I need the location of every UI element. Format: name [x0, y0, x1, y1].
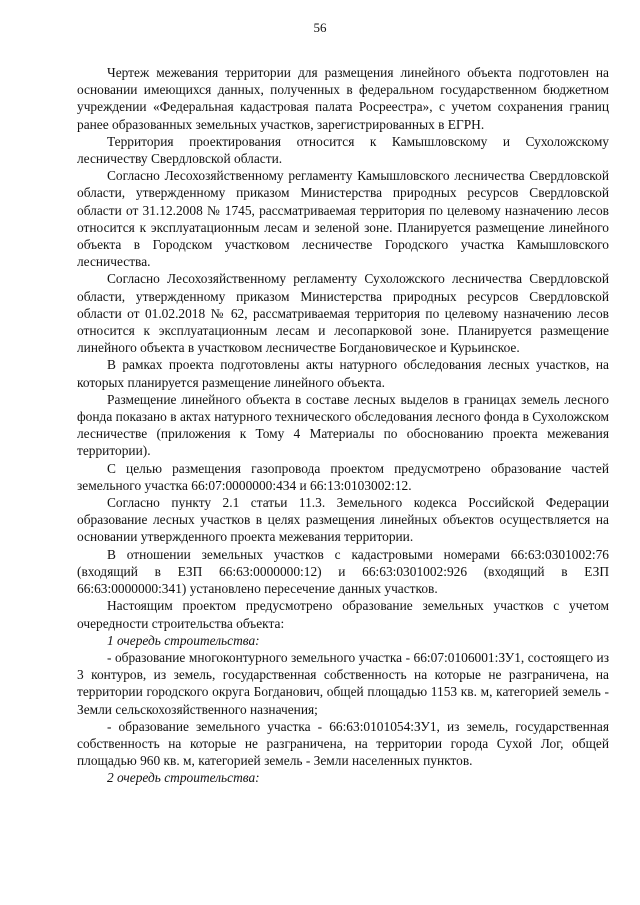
heading-stage-2: 2 очередь строительства: — [107, 770, 260, 786]
list-item-plot-bogdanovich: - образование многоконтурного земельного участка - 66:07:0106001:ЗУ1, состоящего из 3 контуров, из земель, государственная собственность на которые не разграничена, на территории городского округа Богданович, общей площадью 1153 кв. м, категорией земель - Земли сельскохозяйственного назначения; — [77, 649, 609, 717]
paragraph-land-code: Согласно пункту 2.1 статьи 11.3. Земельного кодекса Российской Федерации образование лесных участков в целях размещения линейных объектов осуществляется на основании утвержденного проекта межевания территории. — [77, 495, 609, 545]
document-body — [77, 64, 609, 787]
paragraph-forest-allotments: Размещение линейного объекта в составе лесных выделов в границах земель лесного фонда показано в актах натурного технического обследования лесного фонда в Сухоложском лесничестве (приложения к Тому 4 Материалы по обоснованию проекта межевания территории). — [77, 391, 609, 459]
paragraph-gas-pipeline-parts: С целью размещения газопровода проектом предусмотрено образование частей земельного участка 66:07:0000000:434 и 66:13:0103002:12. — [77, 460, 609, 493]
paragraph-cadastral-basis: Чертеж межевания территории для размещения линейного объекта подготовлен на основании имеющихся данных, полученных в федеральном государственном бюджетном учреждении «Федеральная кадастровая палата Росреестра», с учетом сохранения границ ранее образованных земельных участков, зарегистрированных в ЕГРН. — [77, 65, 609, 132]
paragraph-forestry-territory: Территория проектирования относится к Камышловскому и Сухоложскому лесничеству Свердловской области. — [77, 133, 609, 167]
heading-stage-1: 1 очередь строительства: — [107, 632, 260, 648]
page-number: 56 — [313, 20, 327, 35]
paragraph-formation-intro: Настоящим проектом предусмотрено образование земельных участков с учетом очередности строительства объекта: — [77, 598, 609, 631]
paragraph-sukholozhsk-regulation: Согласно Лесохозяйственному регламенту Сухоложского лесничества Свердловской области, утвержденному приказом Министерства природных ресурсов Свердловской области от 01.02.2018 № 62, рассматриваемая территория по целевому назначению лесов относится к эксплуатационным лесам и лесопарковой зоне. Планируется размещение линейного объекта в участковом лесничестве Богдановическое и Курьинское. — [77, 271, 609, 356]
paragraph-inspection-acts: В рамках проекта подготовлены акты натурного обследования лесных участков, на которых планируется размещение линейного объекта. — [77, 357, 609, 390]
paragraph-intersection: В отношении земельных участков с кадастровыми номерами 66:63:0301002:76 (входящий в ЕЗП 66:63:0000000:12) и 66:63:0301002:926 (входящий в ЕЗП 66:63:0000000:341) установлено пересечение данных участков. — [77, 546, 609, 597]
list-item-plot-sukhoi-log: - образование земельного участка - 66:63:0101054:ЗУ1, из земель, государственная собственность на которые не разграничена, на территории города Сухой Лог, общей площадью 960 кв. м, категорией земель - Земли населенных пунктов. — [77, 718, 609, 769]
paragraph-kamyshlov-regulation: Согласно Лесохозяйственному регламенту Камышловского лесничества Свердловской области, утвержденному приказом Министерства природных ресурсов Свердловской области от 31.12.2008 № 1745, рассматриваемая территория по целевому назначению лесов относится к эксплуатационным лесам и зеленой зоне. Планируется размещение линейного объекта в Городском участковом лесничестве Городского участка Камышловского лесничества. — [77, 168, 609, 270]
